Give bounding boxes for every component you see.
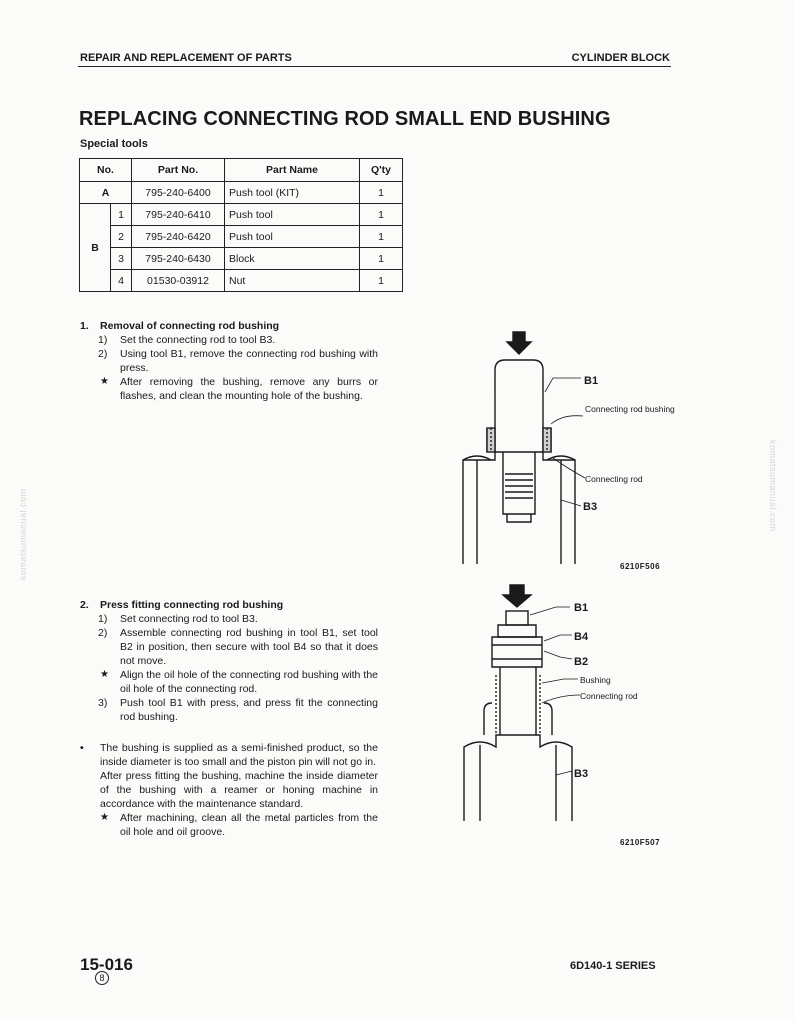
table-row [80,226,403,248]
cell-part-no: 795-240-6400 [132,182,225,204]
revision-mark: 8 [95,971,109,985]
step-number: 1) [98,613,108,625]
section-removal [80,319,378,403]
section-press-fit [80,598,378,724]
cell-part-no: 795-240-6420 [132,226,225,248]
step-text: Set the connecting rod to tool B3. [120,334,276,346]
cell-sub: 4 [111,270,132,292]
step [80,347,378,375]
cell-part-name: Push tool [225,226,360,248]
watermark-right: komatsumanual.com [768,440,778,532]
label-b1: B1 [574,602,589,614]
step-text: Assemble connecting rod bushing in tool B1, set tool B2 in position, then secure with tool B4 so that it does not move. [120,627,378,667]
label-b4: B4 [574,631,589,643]
page-title: REPLACING CONNECTING ROD SMALL END BUSHING [79,108,611,130]
cell-part-no: 795-240-6430 [132,248,225,270]
section-heading [80,598,378,612]
step-number: 2) [98,627,108,639]
step [80,696,378,724]
bullet-text: The bushing is supplied as a semi-finished product, so the inside diameter is too small and the piston pin will not go in. [100,742,378,768]
step-text: Using tool B1, remove the connecting rod bushing with press. [120,348,378,374]
label-rod: Connecting rod [580,691,638,701]
cell-qty: 1 [360,270,403,292]
note [80,375,378,403]
bushing-note-block [80,741,378,839]
header-section-title: REPAIR AND REPLACEMENT OF PARTS [80,52,292,64]
table-header-row [80,159,403,182]
cell-part-name: Push tool [225,204,360,226]
table-row [80,270,403,292]
label-b1: B1 [584,375,599,387]
step-number: 1) [98,334,108,346]
step [80,333,378,347]
section-title: Press fitting connecting rod bushing [100,599,284,611]
label-bushing: Bushing [580,675,611,685]
table-row [80,204,403,226]
cell-qty: 1 [360,204,403,226]
cell-part-no: 795-240-6410 [132,204,225,226]
figure-press-fit [460,585,670,821]
special-tools-table [79,158,403,292]
label-b3: B3 [574,768,589,780]
step-number: 3) [98,697,108,709]
step [80,626,378,668]
star-icon: ★ [100,812,109,823]
header-rule [78,66,671,67]
bullet-paragraph: After press fitting the bushing, machine the inside diameter of the bushing with a reamer or honing machine in accordance with the maintenance standard. [100,770,378,810]
page-number: 15-016 [80,955,133,974]
step [80,612,378,626]
section-number: 2. [80,599,89,611]
note [80,668,378,696]
watermark-left: komatsumanual.com [18,488,28,580]
label-rod: Connecting rod [585,474,643,484]
step-number: 2) [98,348,108,360]
cell-sub: 2 [111,226,132,248]
cell-part-name: Block [225,248,360,270]
section-number: 1. [80,320,89,332]
col-part-no: Part No. [132,159,225,182]
cell-sub: 3 [111,248,132,270]
label-b3: B3 [583,501,598,513]
table-row [80,248,403,270]
special-tools-heading: Special tools [80,138,148,150]
note [80,811,378,839]
star-icon: ★ [100,669,109,680]
figure-removal [455,328,675,564]
cell-group-b: B [80,204,111,292]
cell-qty: 1 [360,182,403,204]
step-text: Push tool B1 with press, and press fit the connecting rod bushing. [120,697,378,723]
note-text: After removing the bushing, remove any burrs or flashes, and clean the mounting hole of the bushing. [120,376,378,402]
bullet-item [80,741,378,769]
col-part-name: Part Name [225,159,360,182]
section-heading [80,319,378,333]
cell-sub: 1 [111,204,132,226]
col-no: No. [80,159,132,182]
cell-part-no: 01530-03912 [132,270,225,292]
note-text: Align the oil hole of the connecting rod bushing with the oil hole of the connecting rod. [120,669,378,695]
figure-code: 6210F507 [620,838,661,847]
series-label: 6D140-1 SERIES [570,960,656,972]
col-qty: Q'ty [360,159,403,182]
cell-part-name: Push tool (KIT) [225,182,360,204]
table-row [80,182,403,204]
bullet-icon: • [80,742,84,754]
label-bushing: Connecting rod bushing [585,404,675,414]
cell-qty: 1 [360,226,403,248]
note-text: After machining, clean all the metal particles from the oil hole and oil groove. [120,812,378,838]
cell-no: A [80,182,132,204]
cell-qty: 1 [360,248,403,270]
cell-part-name: Nut [225,270,360,292]
header-chapter-title: CYLINDER BLOCK [571,52,670,64]
section-title: Removal of connecting rod bushing [100,320,280,332]
star-icon: ★ [100,376,109,387]
step-text: Set connecting rod to tool B3. [120,613,258,625]
figure-code: 6210F506 [620,562,661,571]
label-b2: B2 [574,656,589,668]
